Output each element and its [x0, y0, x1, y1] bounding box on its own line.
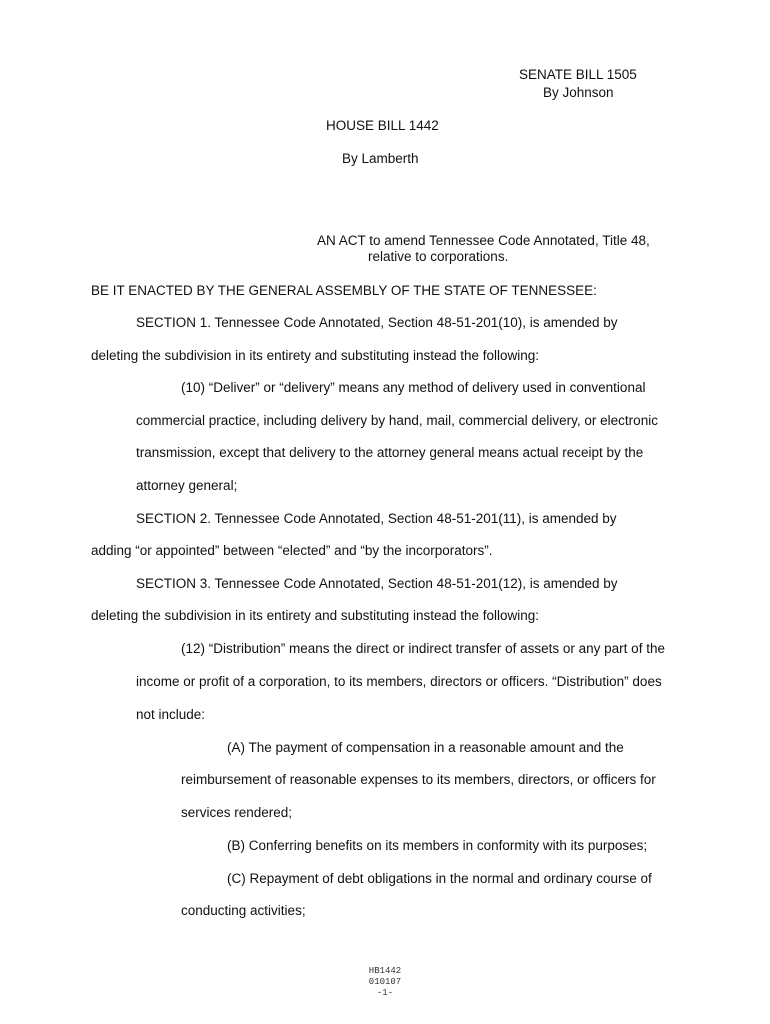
- act-caption-line-1: AN ACT to amend Tennessee Code Annotated, Title 48,: [317, 233, 650, 248]
- section-3-sub-line: (12) “Distribution” means the direct or indirect transfer of assets or any part of the: [181, 641, 665, 656]
- item-c-line: (C) Repayment of debt obligations in the normal and ordinary course of: [227, 871, 652, 886]
- enacting-clause: BE IT ENACTED BY THE GENERAL ASSEMBLY OF THE STATE OF TENNESSEE:: [91, 283, 597, 298]
- footer-doc-number: 010107: [368, 977, 402, 987]
- section-2-text: adding “or appointed” between “elected” and “by the incorporators”.: [91, 543, 493, 558]
- section-3-heading: SECTION 3. Tennessee Code Annotated, Section 48-51-201(12), is amended by: [136, 576, 618, 591]
- section-2-heading: SECTION 2. Tennessee Code Annotated, Section 48-51-201(11), is amended by: [136, 511, 617, 526]
- page-footer: [335, 966, 435, 999]
- house-sponsor: By Lamberth: [342, 151, 419, 166]
- section-3-sub-line: not include:: [136, 707, 206, 722]
- section-3-text: deleting the subdivision in its entirety and substituting instead the following:: [91, 608, 540, 623]
- item-b-line: (B) Conferring benefits on its members in conformity with its purposes;: [227, 838, 648, 853]
- section-1-sub-line: attorney general;: [136, 478, 238, 493]
- senate-bill-number: SENATE BILL 1505: [519, 67, 637, 82]
- footer-bill-code: HB1442: [368, 966, 402, 976]
- house-bill-number: HOUSE BILL 1442: [326, 118, 439, 133]
- footer-page-number: -1-: [376, 988, 394, 998]
- senate-sponsor: By Johnson: [543, 85, 614, 100]
- item-c-line: conducting activities;: [181, 903, 306, 918]
- section-1-sub-line: commercial practice, including delivery by hand, mail, commercial delivery, or electronic: [136, 413, 658, 428]
- item-a-line: reimbursement of reasonable expenses to its members, directors, or officers for: [181, 772, 656, 787]
- section-1-heading: SECTION 1. Tennessee Code Annotated, Section 48-51-201(10), is amended by: [136, 315, 618, 330]
- act-caption-line-2: relative to corporations.: [368, 249, 509, 264]
- item-a-line: (A) The payment of compensation in a reasonable amount and the: [227, 740, 624, 755]
- section-1-sub-line: transmission, except that delivery to the attorney general means actual receipt by the: [136, 445, 644, 460]
- item-a-line: services rendered;: [181, 805, 293, 820]
- section-1-sub-line: (10) “Deliver” or “delivery” means any method of delivery used in conventional: [181, 380, 646, 395]
- section-1-text: deleting the subdivision in its entirety and substituting instead the following:: [91, 348, 540, 363]
- section-3-sub-line: income or profit of a corporation, to its members, directors or officers. “Distribution” does: [136, 674, 662, 689]
